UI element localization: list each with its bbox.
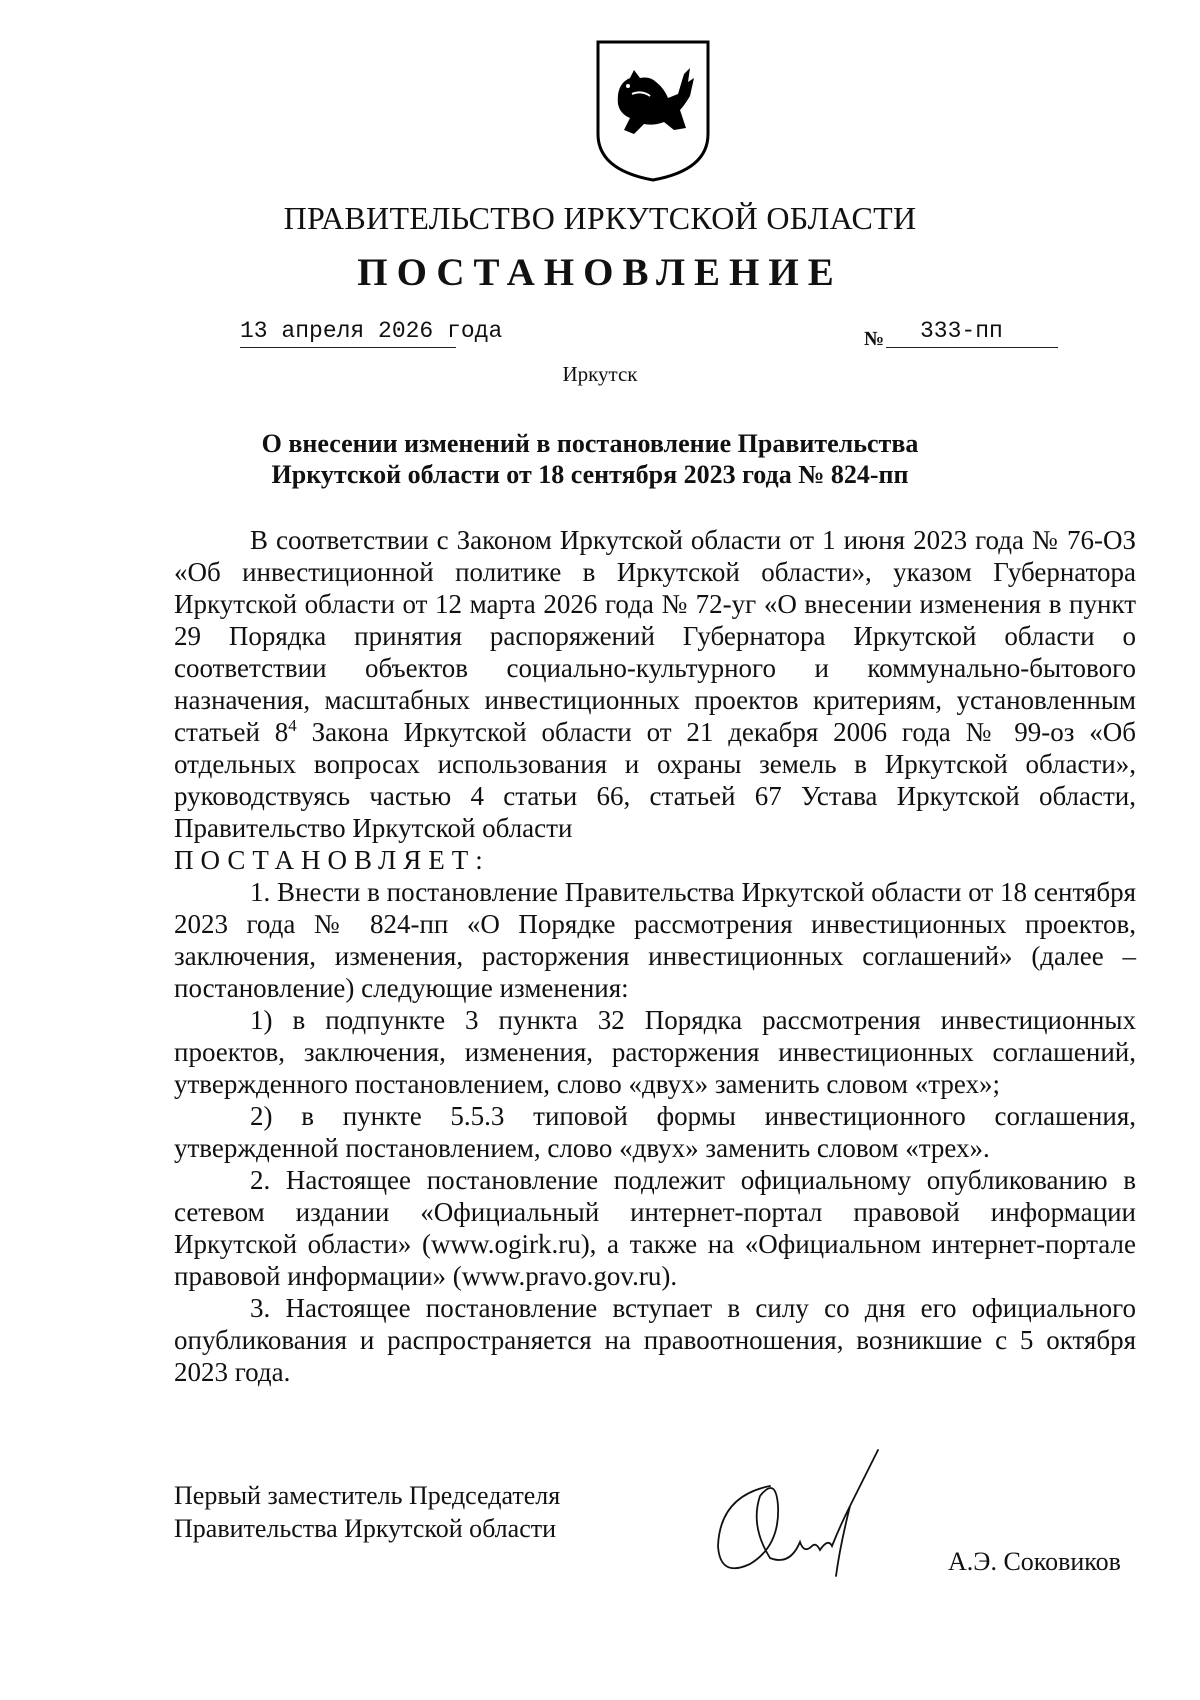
number-underline (886, 347, 1058, 348)
signer-name: А.Э. Соковиков (948, 1547, 1121, 1576)
document-body (174, 524, 1136, 1388)
item-3: 3. Настоящее постановление вступает в силу со дня его официального опубликования и распространяется на правоотношения, возникшие с 5 октября 2023 года. (174, 1293, 1136, 1387)
preamble: В соответствии с Законом Иркутской области от 1 июня 2023 года № 76-ОЗ «Об инвестиционной политике в Иркутской области», указом Губернатора Иркутской области от 12 марта 2026 года № 72-уг «О внесении изменения в пункт 29 Порядка принятия распоряжений Губернатора Иркутской области о соответствии объектов социально-культурного и коммунально-бытового назначения, масштабных инвестиционных проектов критериям, установленным статьей $8^4$ Закона Иркутской области от 21 декабря 2006 года № 99-оз «Об отдельных вопросах использования и охраны земель в Иркутской области», руководствуясь частью 4 статьи 66, статьей 67 Устава Иркутской области, Правительство Иркутской области (174, 525, 1136, 843)
signer-position (174, 1479, 560, 1545)
document-date-suffix: года (447, 318, 503, 344)
document-heading: О внесении изменений в постановление Правительства Иркутской области от 18 сентября 2023 года № 824-пп (261, 429, 919, 489)
document-type-title: ПОСТАНОВЛЕНИЕ (357, 251, 843, 294)
resolves-word: ПОСТАНОВЛЯЕТ: (174, 845, 490, 875)
item-1-subitem-1: 1) в подпункте 3 пункта 32 Порядка рассмотрения инвестиционных проектов, заключения, изменения, расторжения инвестиционных соглашений, утвержденного постановлением, слово «двух» заменить словом «трех»; (174, 1005, 1136, 1099)
superscript: 4 (288, 716, 297, 735)
item-1: 1. Внести в постановление Правительства Иркутской области от 18 сентября 2023 года № 824-пп «О Порядке рассмотрения инвестиционных проектов, заключения, изменения, расторжения инвестиционных соглашений» (далее – постановление) следующие изменения: (174, 877, 1136, 1003)
document-date (240, 318, 502, 344)
signer-position-line-2: Правительства Иркутской области (174, 1514, 557, 1543)
date-underline (240, 347, 456, 348)
document-number: 333-пп (920, 318, 1003, 344)
coat-of-arms-icon (594, 38, 712, 184)
city: Иркутск (562, 362, 638, 386)
number-label: № (864, 328, 885, 350)
handwritten-signature (700, 1446, 920, 1596)
government-name: ПРАВИТЕЛЬСТВО ИРКУТСКОЙ ОБЛАСТИ (283, 200, 917, 236)
item-2: 2. Настоящее постановление подлежит официальному опубликованию в сетевом издании «Официальный интернет-портал правовой информации Иркутской области» (www.ogirk.ru), а также на «Официальном интернет-портале правовой информации» (www.pravo.gov.ru). (174, 1165, 1136, 1291)
signer-position-line-1: Первый заместитель Председателя (174, 1481, 561, 1510)
item-1-subitem-2: 2) в пункте 5.5.3 типовой формы инвестиционного соглашения, утвержденной постановлением, слово «двух» заменить словом «трех». (174, 1101, 1136, 1163)
document-date-value: 13 апреля 2026 (240, 318, 434, 344)
